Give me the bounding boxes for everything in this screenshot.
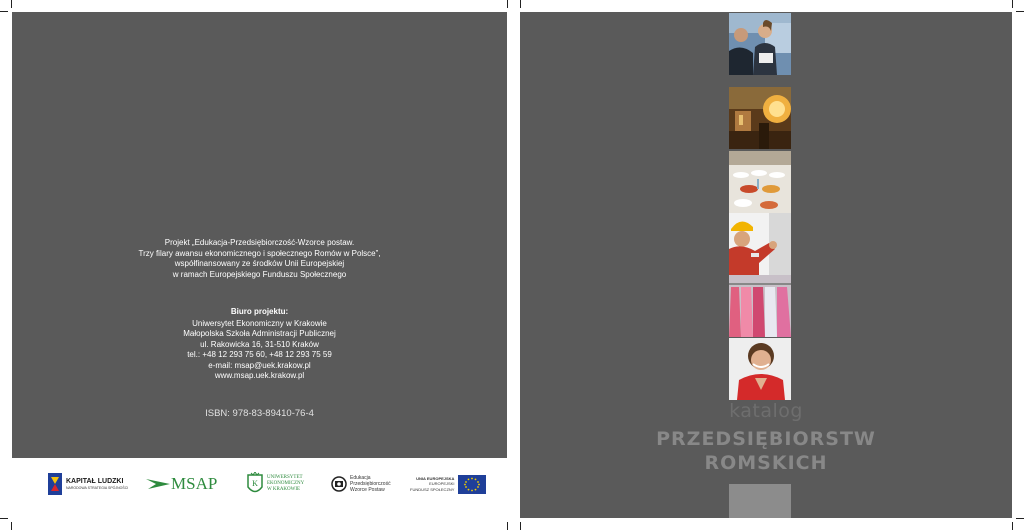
edukacja-line: Przedsiębiorczość (350, 481, 391, 487)
crop-mark (507, 522, 508, 530)
crop-mark (1016, 11, 1024, 12)
crop-mark (507, 0, 508, 8)
project-line: Projekt „Edukacja-Przedsiębiorczość-Wzorce postaw. (164, 238, 355, 247)
crop-mark (11, 0, 12, 8)
eu-logo (410, 470, 486, 498)
eu-flag-icon (458, 475, 486, 494)
catalog-label: katalog (729, 400, 803, 422)
restaurant-interior-photo (729, 87, 791, 149)
eu-line: FUNDUSZ SPOŁECZNY (410, 486, 455, 492)
project-line: w ramach Europejskiego Funduszu Społecznego (172, 269, 347, 279)
office-line: www.msap.uek.krakow.pl (214, 371, 305, 380)
crop-mark (0, 518, 8, 519)
edukacja-line: Edukacja (350, 475, 371, 481)
uek-crest-icon (247, 472, 263, 496)
dining-table-photo (729, 151, 791, 213)
business-people-photo (729, 13, 791, 75)
project-line: Trzy filary awansu ekonomicznego i społecznego Romów w Polsce”, (138, 248, 381, 258)
kapital-ludzki-icon (48, 473, 62, 495)
crop-mark (1012, 522, 1013, 530)
uek-line: UNIWERSYTET (267, 475, 303, 480)
smiling-woman-photo (729, 338, 791, 400)
eu-line: EUROPEJSKI (429, 481, 455, 487)
crop-mark (520, 522, 521, 530)
isbn: ISBN: 978-83-89410-76-4 (205, 408, 314, 419)
crop-mark (11, 522, 12, 530)
office-line: Małopolska Szkoła Administracji Publicznej (183, 329, 336, 338)
eu-line: UNIA EUROPEJSKA (416, 475, 455, 481)
crop-mark (520, 0, 521, 8)
crop-mark (1012, 0, 1013, 8)
kapital-ludzki-title: KAPITAŁ LUDZKI (66, 477, 124, 485)
project-office (12, 307, 507, 382)
edukacja-line: Wzorce Postaw (350, 487, 385, 493)
edukacja-icon (331, 476, 347, 492)
office-line: Uniwersytet Ekonomiczny w Krakowie (192, 318, 327, 328)
uek-logo (247, 470, 304, 498)
edukacja-logo (331, 470, 391, 498)
crop-mark (1016, 518, 1024, 519)
kapital-ludzki-logo (48, 470, 128, 498)
msap-swoosh-icon (146, 477, 170, 491)
cover-title-line-1: PRZEDSIĘBIORSTW (656, 428, 876, 450)
project-description (12, 238, 507, 280)
gray-accent-block (729, 484, 791, 518)
uek-line: EKONOMICZNY (267, 481, 305, 486)
msap-title: MSAP (171, 474, 218, 493)
office-line: ul. Rakowicka 16, 31-510 Kraków (200, 339, 319, 349)
construction-worker-photo (729, 213, 791, 275)
project-line: współfinansowany ze środków Unii Europejskiej (174, 259, 345, 268)
svg-text:K: K (252, 479, 258, 488)
msap-logo (146, 470, 217, 498)
cover-title-line-2: ROMSKICH (704, 452, 828, 474)
office-line: e-mail: msap@uek.krakow.pl (208, 360, 311, 370)
crop-mark (0, 11, 8, 12)
office-heading: Biuro projektu: (230, 307, 289, 316)
uek-line: W KRAKOWIE (267, 487, 301, 492)
clothing-rack-photo (729, 275, 791, 337)
kapital-ludzki-subtitle: NARODOWA STRATEGIA SPÓJNOŚCI (66, 485, 129, 490)
office-line: tel.: +48 12 293 75 60, +48 12 293 75 59 (187, 350, 332, 359)
